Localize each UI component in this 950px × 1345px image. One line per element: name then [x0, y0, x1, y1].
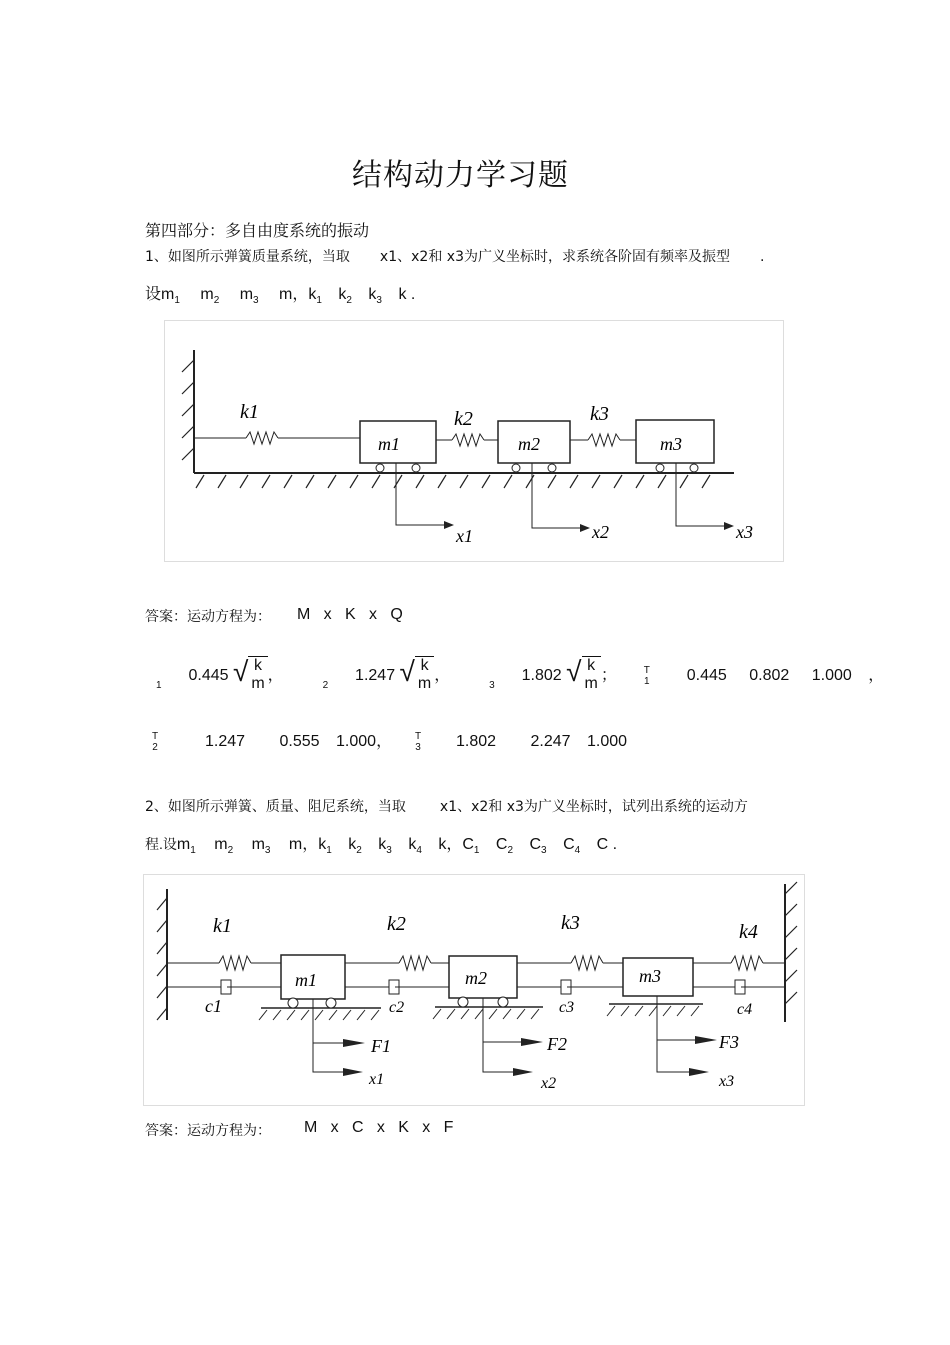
ground-hatch — [570, 475, 578, 488]
q1-assume: 设m — [145, 286, 175, 303]
fig2-damper-c4-label: c4 — [737, 1001, 753, 1018]
phi1-3: 1.000 — [811, 666, 852, 684]
q1-text-d: 2和 x — [419, 249, 456, 265]
ground-hatch — [416, 475, 424, 488]
fig2-damper-c3-label: c3 — [559, 999, 575, 1016]
q1-answer-label: 答案：运动方程为： — [145, 609, 271, 625]
section-heading: 第四部分：多自由度系统的振动 — [145, 221, 370, 240]
m-symbol: m — [584, 675, 598, 693]
omega-2-value: 1.247 — [355, 666, 396, 684]
ground-hatch — [372, 475, 380, 488]
ground-hatch — [262, 475, 270, 488]
fig2-spring-k1-label: k1 — [213, 915, 232, 937]
phi3-2: 2.247 — [530, 733, 571, 750]
fig2-coord-x1-label: x1 — [369, 1071, 385, 1088]
transpose-mark: T — [152, 730, 159, 742]
ground-hatch — [394, 475, 402, 488]
q1-text-c: 1、x — [388, 249, 420, 265]
ground-hatch — [460, 475, 468, 488]
fig1-spring-k2-label: k2 — [454, 408, 473, 430]
ground-hatch — [240, 475, 248, 488]
q2-line2: 程.设$m_1$ $m_2$ $m_3$ m，$k_1$ $k_2$ $k_3$ $k_4$ k，$C_1$ $C_2$ $C_3$ $C_4$ C . — [145, 836, 618, 856]
ground-hatch — [328, 475, 336, 488]
fig2-force-f2-label: F2 — [547, 1034, 567, 1054]
q1-frequencies: $_1$ 0.445 √ k m ， $_2$ 1.247 √ k m ， $_3$ 1.802 √ k m ； T 1 0.445 0.802 1.000 ， — [156, 656, 885, 693]
ground-hatch — [592, 475, 600, 488]
fig1-spring-k1-label: k1 — [240, 401, 259, 423]
fig2-mass-m2-label: m2 — [465, 968, 487, 988]
fig2-coord-x2-label: x2 — [541, 1075, 557, 1092]
fig1-coord-x2-label: x2 — [592, 522, 609, 542]
q2-text-b: x1、x2和 x3为广义坐标时，试列出系统的运动方 — [439, 799, 748, 815]
figure-1 — [164, 320, 784, 562]
ground-hatch — [196, 475, 204, 488]
fig1-mass-m3-label: m3 — [660, 434, 682, 454]
q2-text-c: 程.设 — [145, 836, 177, 852]
phi2-1: 1.247 — [205, 733, 246, 750]
ground-hatch — [614, 475, 622, 488]
q2-text-a: 2、如图所示弹簧、质量、阻尼系统，当取 — [145, 799, 406, 815]
fig2-spring-k4-label: k4 — [739, 921, 758, 943]
fig2-force-f3-label: F3 — [719, 1032, 739, 1052]
k-symbol: k — [587, 657, 596, 675]
page-title: 结构动力学习题 — [352, 158, 569, 193]
ground-hatch — [438, 475, 446, 488]
fig1-coord-x3-label: x3 — [736, 522, 753, 542]
omega-3-value: 1.802 — [521, 666, 562, 684]
ground-hatch — [658, 475, 666, 488]
q1-text-e: 3为广义坐标时，求系统各阶固有频率及振型 — [455, 249, 730, 265]
ground-hatch — [306, 475, 314, 488]
ground-hatch — [526, 475, 534, 488]
ground-hatch — [702, 475, 710, 488]
q2-answer-eq: M x C x K x F — [304, 1119, 454, 1136]
fig2-spring-k3-label: k3 — [561, 912, 580, 934]
fig2-spring-k2-label: k2 — [387, 913, 406, 935]
phi2-2: 0.555 — [279, 733, 320, 750]
ground-hatch — [482, 475, 490, 488]
phi3-3: 1.000 — [586, 733, 628, 750]
ground-hatch — [680, 475, 688, 488]
ground-hatch — [284, 475, 292, 488]
fig1-spring-k3-label: k3 — [590, 403, 609, 425]
figure-2 — [143, 874, 805, 1106]
phi1-2: 0.802 — [749, 666, 790, 684]
q1-line2: 设$m_1$ $m_2$ $m_3$ m，$k_1$ $k_2$ $k_3$ k . — [145, 286, 416, 306]
q1-text-b: x — [379, 249, 389, 265]
k-symbol: k — [420, 657, 429, 675]
phi2-3: 1.000 — [336, 733, 377, 750]
fig2-coord-x3-label: x3 — [719, 1073, 735, 1090]
fig2-damper-c2-label: c2 — [389, 999, 405, 1016]
fig2-force-f1-label: F1 — [371, 1036, 391, 1056]
m-symbol: m — [417, 675, 432, 693]
fig1-mass-m1-label: m1 — [378, 434, 400, 454]
q1-text-a: 1、如图所示弹簧质量系统，当取 — [145, 249, 350, 265]
fig1-mass-m2-label: m2 — [518, 434, 540, 454]
transpose-mark: T — [643, 664, 650, 676]
q2-line1 — [145, 796, 748, 816]
omega-1-value: 0.445 — [188, 666, 229, 684]
q1-answer-eq: M x K x Q — [297, 606, 403, 623]
fig2-mass-m3-label: m3 — [639, 966, 661, 986]
q1-modes: T 2 1.247 0.555 1.000， T 3 1.802 2.247 1.000 — [152, 730, 628, 753]
ground-hatch — [504, 475, 512, 488]
fig1-coord-x1-label: x1 — [456, 526, 473, 546]
fig2-mass-m1-label: m1 — [295, 970, 317, 990]
phi1-1: 0.445 — [686, 666, 727, 684]
fig2-damper-c1-label: c1 — [205, 996, 222, 1016]
phi3-1: 1.802 — [455, 733, 497, 750]
k-symbol: k — [254, 657, 262, 675]
ground-hatch — [218, 475, 226, 488]
m-symbol: m — [251, 675, 265, 693]
q2-answer-label: 答案：运动方程为： — [145, 1123, 271, 1139]
ground-hatch — [636, 475, 644, 488]
ground-hatch — [350, 475, 358, 488]
q1-line1 — [145, 246, 764, 266]
transpose-mark: T — [414, 730, 422, 742]
q1-text-end: . — [759, 249, 765, 265]
ground-hatch — [548, 475, 556, 488]
